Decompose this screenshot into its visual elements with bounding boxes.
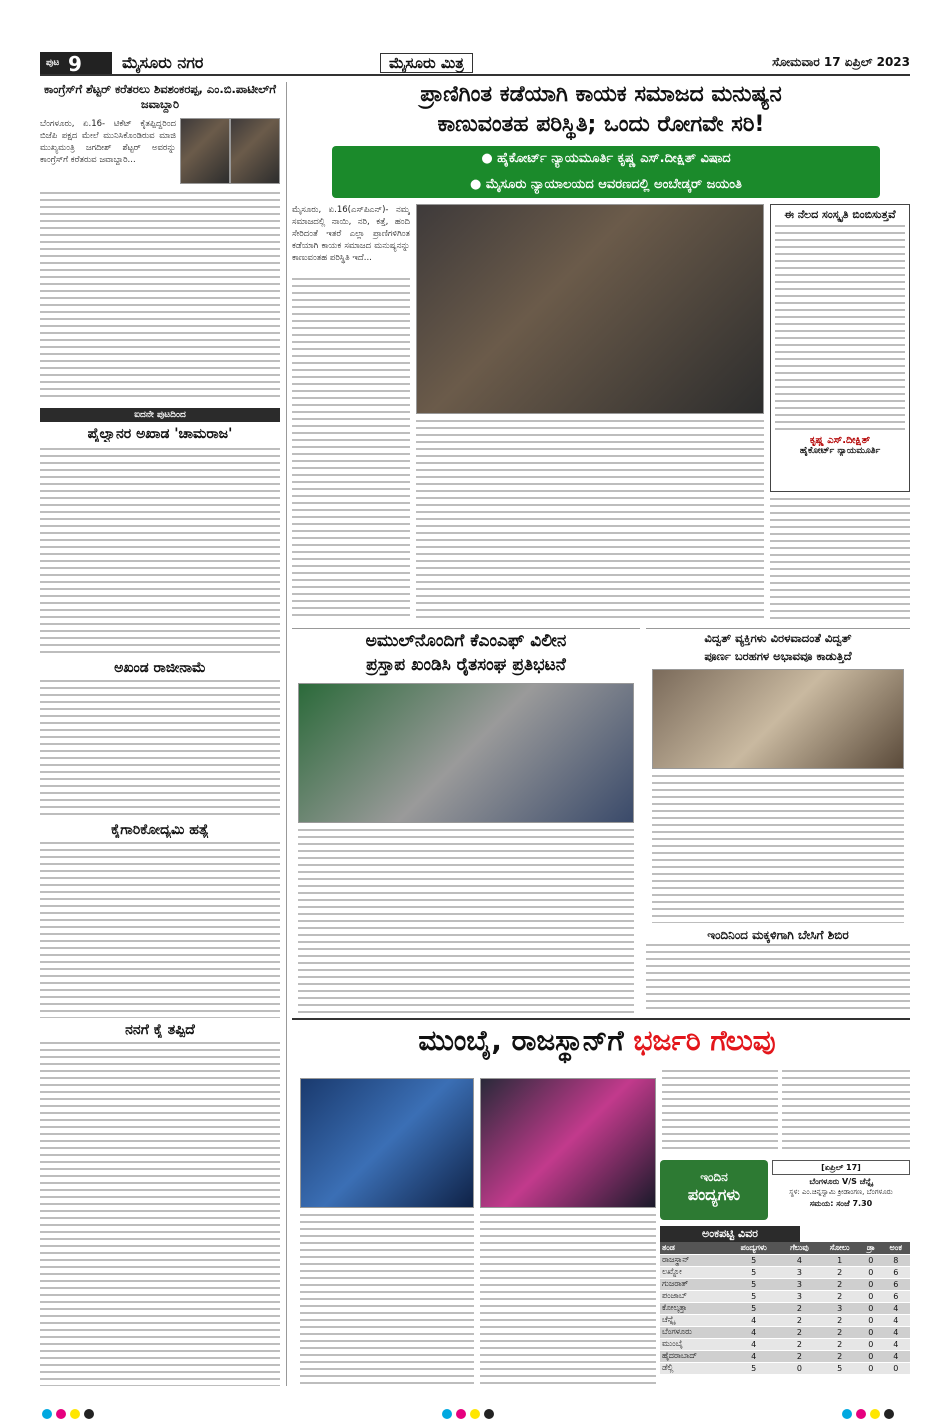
- points-table: [660, 1226, 910, 1382]
- registration-dots-right: [840, 1404, 896, 1423]
- vidwat-headline-line2: ಪೂರ್ಣ ಬರಹಗಳ ಅಭಾವವೂ ಕಾಡುತ್ತಿದೆ: [704, 649, 852, 663]
- stat-cell: 6: [881, 1266, 910, 1278]
- team-name-cell: ಡೆಲ್ಲಿ: [660, 1362, 728, 1374]
- stat-cell: 1: [819, 1254, 860, 1266]
- stat-cell: 5: [728, 1302, 780, 1314]
- points-table-col-header: ಡ್ರಾ: [860, 1242, 881, 1254]
- stat-cell: 2: [780, 1338, 819, 1350]
- stat-cell: 2: [819, 1266, 860, 1278]
- stat-cell: 0: [860, 1350, 881, 1362]
- rajasthan-batter-photo: [480, 1078, 656, 1208]
- page-number: 9: [68, 52, 82, 76]
- todays-label-line1: ಇಂದಿನ: [700, 1170, 728, 1184]
- quote-title: ಈ ನೆಲದ ಸಂಸ್ಕೃತಿ ಬಿಂಬಿಸುತ್ತವೆ: [784, 208, 896, 221]
- points-table-row: [660, 1254, 910, 1266]
- stat-cell: 6: [881, 1278, 910, 1290]
- mumbai-players-photo: [300, 1078, 474, 1208]
- paper-logo: ಮೈಸೂರು ಮಿತ್ರ: [380, 53, 473, 73]
- shettar-story-lead: ಬೆಂಗಳೂರು, ಏ.16- ಟಿಕೆಟ್ ಕೈತಪ್ಪಿದ್ದರಿಂದ ಬಿಜೆಪಿ ಪಕ್ಷದ ಮೇಲೆ ಮುನಿಸಿಕೊಂಡಿರುವ ಮಾಜಿ ಮುಖ್ಯಮಂತ್ರಿ ಜಗದೀಶ್ ಶೆಟ್ಟರ್ ಅವರನ್ನು ಕಾಂಗ್ರೆಸ್‌ಗೆ ಕರೆತರುವ ಜವಾಬ್ದಾರಿ...: [40, 119, 176, 165]
- points-table-row: [660, 1314, 910, 1326]
- stat-cell: 3: [780, 1278, 819, 1290]
- sports-headline-red: ಭರ್ಜರಿ ಗೆಲುವು: [633, 1024, 776, 1057]
- camp-story: [646, 926, 910, 1012]
- stat-cell: 2: [780, 1350, 819, 1362]
- stat-cell: 2: [780, 1314, 819, 1326]
- sports-headline-black: ಮುಂಬೈ, ರಾಜಸ್ಥಾನ್‌ಗೆ: [418, 1024, 624, 1057]
- stat-cell: 3: [780, 1290, 819, 1302]
- stat-cell: 4: [728, 1350, 780, 1362]
- book-release-photo: [652, 669, 904, 769]
- stat-cell: 4: [728, 1314, 780, 1326]
- points-table-row: [660, 1350, 910, 1362]
- page-number-badge: [40, 52, 112, 74]
- team-name-cell: ಮುಂಬೈ: [660, 1338, 728, 1350]
- points-table-row: [660, 1326, 910, 1338]
- quote-author: ಕೃಷ್ಣ ಎಸ್.ದೀಕ್ಷಿತ್: [809, 435, 871, 446]
- points-table-col-header: ಸೋಲು: [819, 1242, 860, 1254]
- match-date: [ಏಪ್ರಿಲ್ 17]: [772, 1160, 910, 1175]
- match-teams: ಬೆಂಗಳೂರು V/S ಚೆನ್ನೈ: [809, 1177, 873, 1186]
- stat-cell: 2: [819, 1350, 860, 1362]
- team-name-cell: ಬೆಂಗಳೂರು: [660, 1326, 728, 1338]
- stat-cell: 5: [728, 1362, 780, 1374]
- sports-headline: [292, 1024, 902, 1068]
- stat-cell: 2: [819, 1338, 860, 1350]
- stat-cell: 3: [780, 1266, 819, 1278]
- stat-cell: 2: [780, 1326, 819, 1338]
- stat-cell: 2: [819, 1290, 860, 1302]
- points-table-row: [660, 1338, 910, 1350]
- points-table-row: [660, 1362, 910, 1374]
- stat-cell: 4: [728, 1338, 780, 1350]
- points-table-col-header: ಗೆಲುವು: [780, 1242, 819, 1254]
- stat-cell: 0: [860, 1338, 881, 1350]
- match-time: ಸಮಯ: ಸಂಜೆ 7.30: [809, 1199, 873, 1208]
- page-label: ಪುಟ: [46, 58, 60, 68]
- stat-cell: 2: [819, 1314, 860, 1326]
- stat-cell: 0: [860, 1314, 881, 1326]
- registration-dots-center: [440, 1404, 496, 1423]
- stat-cell: 4: [881, 1338, 910, 1350]
- stat-cell: 0: [860, 1362, 881, 1374]
- stat-cell: 4: [780, 1254, 819, 1266]
- points-table-row: [660, 1302, 910, 1314]
- stat-cell: 0: [860, 1266, 881, 1278]
- points-table-col-header: ಅಂಕ: [881, 1242, 910, 1254]
- lead-headline-line2: ಕಾಣುವಂತಹ ಪರಿಸ್ಥಿತಿ; ಒಂದು ರೋಗವೇ ಸರಿ!: [437, 112, 765, 137]
- ambedkar-jayanti-photo: [416, 204, 764, 414]
- team-name-cell: ಲಖ್ನೋ: [660, 1266, 728, 1278]
- stat-cell: 4: [881, 1302, 910, 1314]
- stat-cell: 5: [728, 1278, 780, 1290]
- pailwan-headline: ಪೈಲ್ವಾನರ ಅಖಾಡ 'ಚಾಮರಾಜ': [87, 426, 233, 442]
- points-table-row: [660, 1266, 910, 1278]
- missed-headline: ನನಗೆ ಕೈ ತಪ್ಪಿದೆ: [125, 1022, 195, 1038]
- lead-sub-banner: [332, 146, 880, 198]
- left-column: [40, 82, 280, 1386]
- stat-cell: 4: [881, 1326, 910, 1338]
- stat-cell: 2: [780, 1302, 819, 1314]
- vidwat-story: [646, 628, 910, 922]
- stat-cell: 0: [780, 1362, 819, 1374]
- team-name-cell: ಗುಜರಾತ್: [660, 1278, 728, 1290]
- stat-cell: 5: [728, 1266, 780, 1278]
- sports-section: [292, 1018, 910, 1386]
- team-name-cell: ಹೈದರಾಬಾದ್: [660, 1350, 728, 1362]
- points-table-row: [660, 1278, 910, 1290]
- points-table-grid: [660, 1242, 910, 1375]
- team-name-cell: ರಾಜಸ್ಥಾನ್: [660, 1254, 728, 1266]
- points-table-col-header: ತಂಡ: [660, 1242, 728, 1254]
- stat-cell: 5: [728, 1290, 780, 1302]
- continued-label: ಐದನೇ ಪುಟದಿಂದ: [40, 408, 280, 422]
- points-table-col-header: ಪಂದ್ಯಗಳು: [728, 1242, 780, 1254]
- registration-dots-left: [40, 1404, 96, 1423]
- lead-sub-1: ● ಹೈಕೋರ್ಟ್ ನ್ಯಾಯಮೂರ್ತಿ ಕೃಷ್ಣ ಎಸ್.ದೀಕ್ಷಿತ್ ವಿಷಾದ: [481, 151, 731, 166]
- section-title: ಮೈಸೂರು ನಗರ: [122, 53, 204, 72]
- camp-headline: ಇಂದಿನಿಂದ ಮಕ್ಕಳಿಗಾಗಿ ಬೇಸಿಗೆ ಶಿಬಿರ: [707, 928, 849, 942]
- farmers-protest-photo: [298, 683, 634, 823]
- stat-cell: 4: [881, 1350, 910, 1362]
- amul-headline-line2: ಪ್ರಸ್ತಾಪ ಖಂಡಿಸಿ ರೈತಸಂಘ ಪ್ರತಿಭಟನೆ: [366, 655, 566, 675]
- stat-cell: 0: [860, 1254, 881, 1266]
- murder-headline: ಕೈಗಾರಿಕೋದ್ಯಮಿ ಹತ್ಯೆ: [111, 822, 209, 838]
- vidwat-headline-line1: ವಿದ್ವತ್ ವ್ಯಕ್ತಿಗಳು ವಿರಳವಾದಂತೆ ವಿದ್ವತ್: [704, 631, 852, 645]
- stat-cell: 0: [860, 1302, 881, 1314]
- lead-headline-line1: ಪ್ರಾಣಿಗಿಂತ ಕಡೆಯಾಗಿ ಕಾಯಕ ಸಮಾಜದ ಮನುಷ್ಯನ: [420, 82, 782, 107]
- match-venue: ಸ್ಥಳ: ಎಂ.ಚಿನ್ನಸ್ವಾಮಿ ಕ್ರೀಡಾಂಗಣ, ಬೆಂಗಳೂರು: [789, 1188, 893, 1196]
- points-table-title: ಅಂಕಪಟ್ಟಿ ವಿವರ: [660, 1226, 800, 1242]
- todays-label-line2: ಪಂದ್ಯಗಳು: [687, 1185, 741, 1204]
- points-table-header: [660, 1242, 910, 1254]
- lead-sub-2: ● ಮೈಸೂರು ನ್ಯಾಯಾಲಯದ ಆವರಣದಲ್ಲಿ ಅಂಬೇಡ್ಕರ್ ಜಯಂತಿ: [470, 177, 742, 192]
- shettar-headline: ಕಾಂಗ್ರೆಸ್‌ಗೆ ಶೆಟ್ಟರ್ ಕರೆತರಲು ಶಿವಶಂಕರಪ್ಪ, ಎಂ.ಬಿ.ಪಾಟೀಲ್‌ಗೆ ಜವಾಬ್ದಾರಿ: [44, 82, 276, 111]
- amul-story: [292, 628, 640, 1012]
- resignation-headline: ಅಖಂಡ ರಾಜೀನಾಮೆ: [114, 660, 206, 676]
- stat-cell: 0: [881, 1362, 910, 1374]
- mb-patil-photo: [230, 118, 280, 184]
- amul-headline-line1: ಅಮುಲ್‌ನೊಂದಿಗೆ ಕೆಎಂಎಫ್ ವಿಲೀನ: [365, 631, 567, 651]
- shivashankarappa-photo: [180, 118, 230, 184]
- todays-matches-box: [660, 1160, 910, 1220]
- stat-cell: 4: [728, 1326, 780, 1338]
- points-table-row: [660, 1290, 910, 1302]
- stat-cell: 5: [819, 1362, 860, 1374]
- team-name-cell: ಚೆನ್ನೈ: [660, 1314, 728, 1326]
- stat-cell: 6: [881, 1290, 910, 1302]
- stat-cell: 2: [819, 1326, 860, 1338]
- stat-cell: 0: [860, 1326, 881, 1338]
- stat-cell: 8: [881, 1254, 910, 1266]
- lead-story: [292, 80, 910, 620]
- lead-body-intro: ಮೈಸೂರು, ಏ.16(ಎಸ್‌ಪಿಎನ್)- ನಮ್ಮ ಸಮಾಜದಲ್ಲಿ ನಾಯಿ, ನರಿ, ಕತ್ತೆ, ಹಂದಿ ಸೇರಿದಂತೆ ಇತರೆ ಎಲ್ಲಾ ಪ್ರಾಣಿಗಳಿಗಿಂತ ಕಡೆಯಾಗಿ ಕಾಯಕ ಸಮಾಜದ ಮನುಷ್ಯನನ್ನು ಕಾಣುವಂತಹ ಪರಿಸ್ಥಿತಿ ಇದೆ...: [292, 205, 410, 263]
- quote-role: ಹೈಕೋರ್ಟ್ ನ್ಯಾಯಮೂರ್ತಿ: [799, 446, 881, 456]
- stat-cell: 2: [819, 1278, 860, 1290]
- issue-date: ಸೋಮವಾರ 17 ಏಪ್ರಿಲ್ 2023: [772, 55, 910, 69]
- team-name-cell: ಕೋಲ್ಕತ್ತಾ: [660, 1302, 728, 1314]
- todays-matches-label: [660, 1160, 768, 1220]
- masthead: [40, 52, 910, 76]
- stat-cell: 0: [860, 1290, 881, 1302]
- stat-cell: 5: [728, 1254, 780, 1266]
- team-name-cell: ಪಂಜಾಬ್: [660, 1290, 728, 1302]
- stat-cell: 4: [881, 1314, 910, 1326]
- quote-box: [770, 204, 910, 492]
- stat-cell: 0: [860, 1278, 881, 1290]
- stat-cell: 3: [819, 1302, 860, 1314]
